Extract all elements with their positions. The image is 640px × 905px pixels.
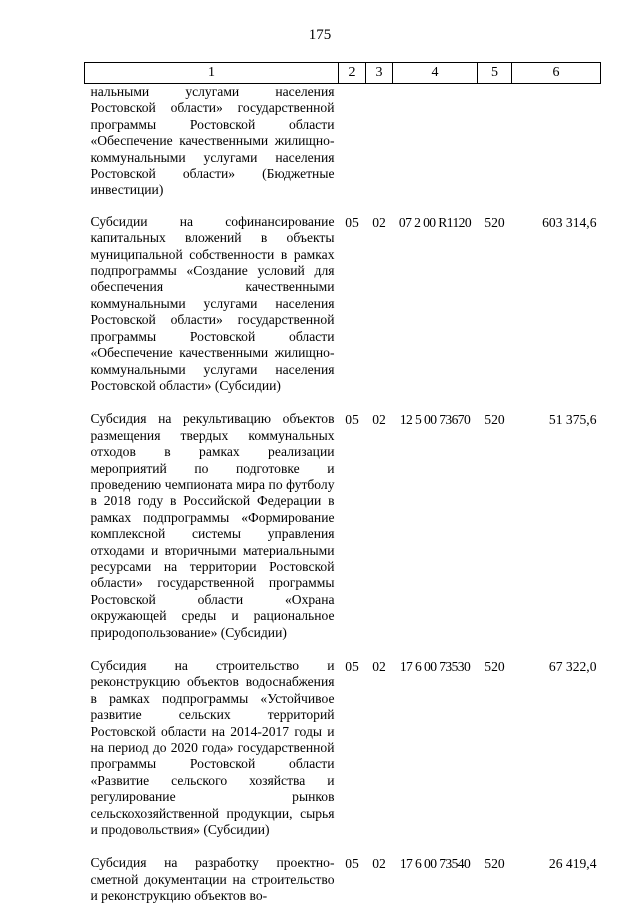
header-col-4: 4 [393,63,478,84]
row-expense-type: 520 [484,214,505,230]
table-row [85,411,601,658]
row-amount: 51 375,6 [548,412,597,428]
row-subsection: 02 [372,856,386,872]
row-description: Субсидия на разработку проектно-сметной документации на строительство и реконструкцию объектов во- [90,855,335,904]
row-amount: 603 314,6 [542,214,597,230]
row-description: Субсидии на софинансирование капитальных вложений в объекты муниципальной собственности в рамках подпрограммы «Создание условий для обеспечения качественными коммунальными услугами населения Ростовской области» государственной программы Ростовской области «Обеспечение качественными жилищно-коммунальными услугами населения Ростовской области» (Субсидии) [90,213,335,393]
page-number: 175 [308,27,332,43]
row-expense-type: 520 [484,659,505,674]
header-col-6: 6 [512,63,601,84]
row-section: 05 [345,412,359,428]
row-target-article: 17 6 00 73540 [399,856,471,872]
row-amount: 26 419,4 [548,856,597,872]
table-header [85,63,601,84]
row-description: Субсидия на строительство и реконструкцию объектов водоснабжения в рамках подпрограммы «Устойчивое развитие сельских территорий Ростовской области на 2014-2017 годы и на период до 2020 года» государственной программы Ростовской области «Развитие сельского хозяйства и регулирование рынков сельскохозяйственной продукции, сырья и продовольствия» (Субсидии) [90,658,335,838]
row-section [339,84,366,214]
row-subsection: 02 [372,412,386,428]
header-col-5: 5 [478,63,512,84]
row-target-article: 17 6 00 73530 [399,659,471,674]
table-body [85,84,601,905]
header-col-2: 2 [339,63,366,84]
row-expense-type [478,84,512,214]
row-subsection: 02 [372,214,386,230]
row-subsection: 02 [372,659,386,674]
row-target-article: 07 2 00 R1120 [398,214,472,230]
header-col-1: 1 [85,63,339,84]
row-section: 05 [345,856,359,872]
row-target-article [393,84,478,214]
row-target-article: 12 5 00 73670 [399,412,471,428]
table-row [85,214,601,411]
row-description: Субсидия на рекультивацию объектов размещения твердых коммунальных отходов в рамках реализации мероприятий по подготовке и проведению чемпионата мира по футболу в 2018 году в Российской Федерации в рамках подпрограммы «Формирование комплексной системы управления отходами и вторичными материальными ресурсами на территории Ростовской области» государственной программы Ростовской области «Охрана окружающей среды и рациональное природопользование» (Субсидии) [90,411,335,640]
row-subsection [366,84,393,214]
row-amount: 67 322,0 [548,659,597,674]
table-row [85,855,601,904]
row-amount [512,84,601,214]
row-description: нальными услугами населения Ростовской области» государственной программы Ростовской области «Обеспечение качественными жилищно-коммунальными услугами населения Ростовской области» (Бюджетные инвестиции) [90,84,335,198]
row-expense-type: 520 [484,856,505,872]
table-row [85,658,601,855]
table-row [85,84,601,214]
row-expense-type: 520 [484,412,505,428]
row-section: 05 [345,214,359,230]
row-section: 05 [345,659,359,674]
budget-table [84,62,601,905]
header-col-3: 3 [366,63,393,84]
header-row [85,63,601,84]
